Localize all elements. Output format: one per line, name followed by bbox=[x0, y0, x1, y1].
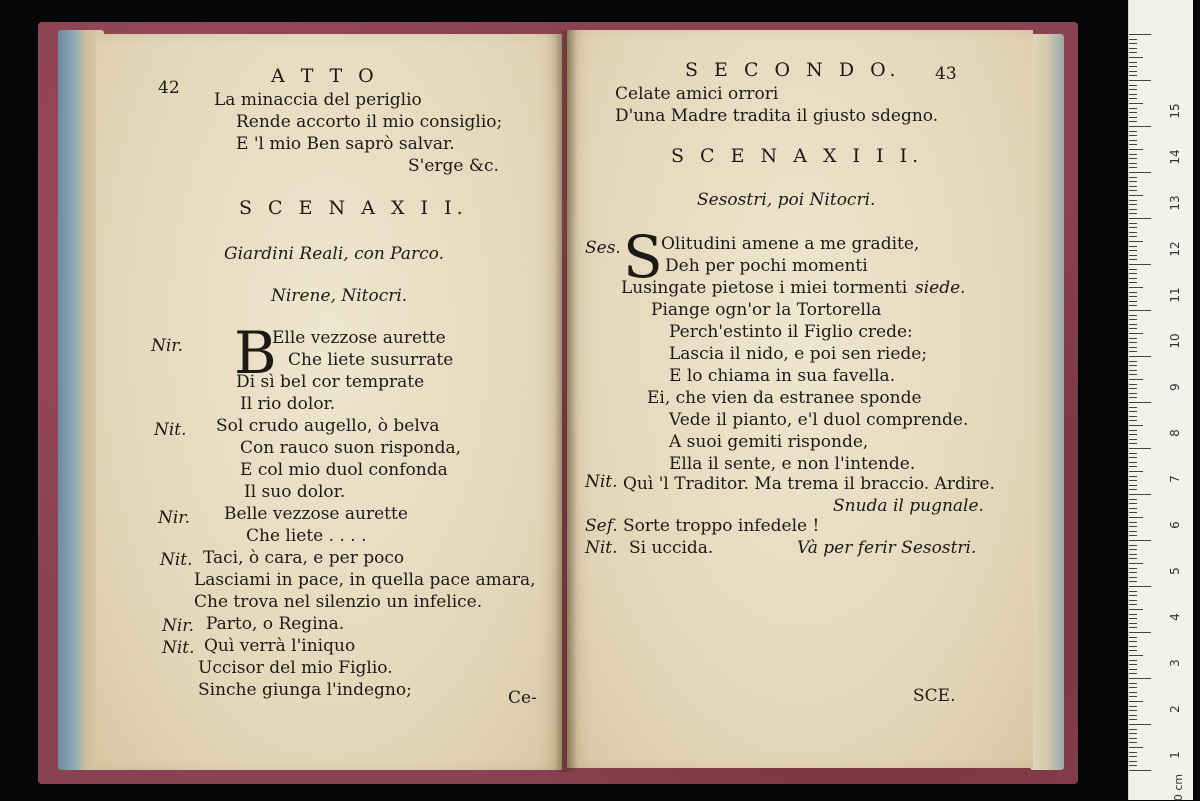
dialogue-line: Parto, o Regina. bbox=[206, 614, 345, 634]
ruler-tick bbox=[1129, 264, 1151, 265]
dialogue-line: Con rauco suon risponda, bbox=[240, 438, 461, 458]
ruler-tick bbox=[1129, 167, 1137, 168]
ruler-tick bbox=[1129, 319, 1137, 320]
ruler-tick bbox=[1129, 186, 1137, 187]
dialogue-line: Sorte troppo infedele ! bbox=[623, 516, 820, 536]
ruler-tick bbox=[1129, 425, 1143, 426]
ruler-tick bbox=[1129, 568, 1137, 569]
speaker-label: Nit. bbox=[162, 638, 195, 658]
ruler-tick bbox=[1129, 374, 1137, 375]
ruler-tick bbox=[1129, 269, 1137, 270]
verse-line: La minaccia del periglio bbox=[214, 90, 422, 110]
speaker-label: Ses. bbox=[585, 238, 621, 258]
catchword: Ce- bbox=[508, 688, 537, 708]
ruler-tick bbox=[1129, 586, 1151, 587]
ruler-tick bbox=[1129, 595, 1137, 596]
ruler-tick bbox=[1129, 577, 1137, 578]
ruler-tick bbox=[1129, 485, 1137, 486]
verse-line: Rende accorto il mio consiglio; bbox=[236, 112, 503, 132]
ruler-tick bbox=[1129, 489, 1137, 490]
ruler-tick bbox=[1129, 770, 1151, 771]
ruler-tick bbox=[1129, 190, 1137, 191]
ruler-tick bbox=[1129, 163, 1137, 164]
ruler-tick bbox=[1129, 282, 1137, 283]
ruler-tick bbox=[1129, 453, 1137, 454]
ruler-tick bbox=[1129, 512, 1137, 513]
ruler-tick bbox=[1129, 609, 1143, 610]
ruler-tick bbox=[1129, 526, 1137, 527]
ruler-tick bbox=[1129, 499, 1137, 500]
ruler-tick bbox=[1129, 719, 1137, 720]
ruler-tick bbox=[1129, 742, 1137, 743]
ruler-tick bbox=[1129, 361, 1137, 362]
ruler-tick bbox=[1129, 384, 1137, 385]
ruler-tick bbox=[1129, 324, 1137, 325]
ruler-tick bbox=[1129, 581, 1137, 582]
dialogue-line: E col mio duol confonda bbox=[240, 460, 448, 480]
stage-direction: Và per ferir Sesostri. bbox=[797, 538, 977, 558]
ruler-tick bbox=[1129, 273, 1137, 274]
ruler-tick bbox=[1129, 223, 1137, 224]
ruler-tick bbox=[1129, 724, 1151, 725]
speaker-label: Nit. bbox=[585, 538, 618, 558]
ruler-tick bbox=[1129, 250, 1137, 251]
verse-line: D'una Madre tradita il giusto sdegno. bbox=[615, 106, 939, 126]
ruler-number: 11 bbox=[1168, 287, 1182, 303]
dialogue-line: Sol crudo augello, ò belva bbox=[216, 416, 440, 436]
ruler-tick bbox=[1129, 48, 1137, 49]
ruler-number: 4 bbox=[1168, 613, 1182, 621]
ruler-number: 1 bbox=[1168, 751, 1182, 759]
ruler-tick bbox=[1129, 154, 1137, 155]
ruler-number: 5 bbox=[1168, 567, 1182, 575]
ruler-tick bbox=[1129, 259, 1137, 260]
ruler-tick bbox=[1129, 52, 1137, 53]
ruler-tick bbox=[1129, 209, 1137, 210]
left-page bbox=[96, 34, 562, 770]
page-number: 42 bbox=[158, 78, 180, 98]
dialogue-line: Lusingate pietose i miei tormenti bbox=[621, 278, 908, 298]
dialogue-line: Ei, che vien da estranee sponde bbox=[647, 388, 922, 408]
dialogue-line: Vede il pianto, e'l duol comprende. bbox=[669, 410, 969, 430]
ruler-tick bbox=[1129, 558, 1137, 559]
ruler-tick bbox=[1129, 448, 1151, 449]
ruler-number: 12 bbox=[1168, 241, 1182, 257]
ruler-tick bbox=[1129, 213, 1137, 214]
dialogue-line: Belle vezzose aurette bbox=[224, 504, 408, 524]
ruler-tick bbox=[1129, 531, 1137, 532]
ruler-tick bbox=[1129, 236, 1137, 237]
stage-direction: siede. bbox=[915, 278, 966, 298]
ruler-tick bbox=[1129, 632, 1151, 633]
ruler-tick bbox=[1129, 370, 1137, 371]
ruler-tick bbox=[1129, 439, 1137, 440]
ruler-tick bbox=[1129, 692, 1137, 693]
ruler-tick bbox=[1129, 89, 1137, 90]
ruler-tick bbox=[1129, 572, 1137, 573]
ruler-tick bbox=[1129, 296, 1137, 297]
drop-cap: B bbox=[234, 319, 277, 387]
ruler-tick bbox=[1129, 402, 1151, 403]
ruler-tick bbox=[1129, 733, 1137, 734]
ruler-tick bbox=[1129, 678, 1151, 679]
ruler-number: 7 bbox=[1168, 475, 1182, 483]
dialogue-line: E lo chiama in sua favella. bbox=[669, 366, 896, 386]
scene-title: S C E N A X I I. bbox=[239, 197, 468, 219]
ruler-tick bbox=[1129, 301, 1137, 302]
ruler-tick bbox=[1129, 103, 1143, 104]
right-page bbox=[567, 30, 1033, 768]
ruler-tick bbox=[1129, 462, 1137, 463]
ruler-tick bbox=[1129, 752, 1137, 753]
ruler-tick bbox=[1129, 181, 1137, 182]
stage-direction: S'erge &c. bbox=[408, 156, 499, 176]
ruler-tick bbox=[1129, 66, 1137, 67]
ruler-tick bbox=[1129, 342, 1137, 343]
ruler-tick bbox=[1129, 420, 1137, 421]
ruler-tick bbox=[1129, 434, 1137, 435]
drop-cap: S bbox=[623, 223, 663, 291]
ruler-tick bbox=[1129, 94, 1137, 95]
dialogue-line: Si uccida. bbox=[629, 538, 714, 558]
ruler-tick bbox=[1129, 756, 1137, 757]
speaker-label: Nir. bbox=[158, 508, 190, 528]
ruler-tick bbox=[1129, 144, 1137, 145]
scene-title: S C E N A X I I I. bbox=[671, 145, 924, 167]
ruler-tick bbox=[1129, 356, 1151, 357]
ruler-tick bbox=[1129, 637, 1137, 638]
ruler-tick bbox=[1129, 218, 1151, 219]
ruler-tick bbox=[1129, 669, 1137, 670]
measurement-ruler bbox=[1128, 0, 1193, 800]
ruler-tick bbox=[1129, 430, 1137, 431]
ruler-tick bbox=[1129, 112, 1137, 113]
ruler-tick bbox=[1129, 508, 1137, 509]
ruler-tick bbox=[1129, 310, 1151, 311]
ruler-tick bbox=[1129, 388, 1137, 389]
dialogue-line: Sinche giunga l'indegno; bbox=[198, 680, 412, 700]
dialogue-line: Quì verrà l'iniquo bbox=[204, 636, 356, 656]
ruler-tick bbox=[1129, 131, 1137, 132]
ruler-number: 10 bbox=[1168, 333, 1182, 349]
ruler-number: 13 bbox=[1168, 195, 1182, 211]
ruler-tick bbox=[1129, 292, 1137, 293]
speaker-label: Nir. bbox=[162, 616, 194, 636]
dialogue-line: Lascia il nido, e poi sen riede; bbox=[669, 344, 928, 364]
ruler-number: 9 bbox=[1168, 383, 1182, 391]
ruler-tick bbox=[1129, 517, 1143, 518]
ruler-tick bbox=[1129, 246, 1137, 247]
ruler-tick bbox=[1129, 604, 1137, 605]
ruler-tick bbox=[1129, 39, 1137, 40]
ruler-tick bbox=[1129, 614, 1137, 615]
ruler-tick bbox=[1129, 503, 1137, 504]
ruler-tick bbox=[1129, 683, 1137, 684]
ruler-tick bbox=[1129, 140, 1137, 141]
dialogue-line: Il suo dolor. bbox=[244, 482, 346, 502]
ruler-number: 3 bbox=[1168, 659, 1182, 667]
ruler-number: 15 bbox=[1168, 103, 1182, 119]
ruler-tick bbox=[1129, 255, 1137, 256]
ruler-tick bbox=[1129, 549, 1137, 550]
ruler-tick bbox=[1129, 305, 1137, 306]
ruler-tick bbox=[1129, 85, 1137, 86]
ruler-tick bbox=[1129, 204, 1137, 205]
running-head: S E C O N D O. bbox=[685, 59, 901, 81]
ruler-tick bbox=[1129, 75, 1137, 76]
ruler-tick bbox=[1129, 158, 1137, 159]
right-page-edges bbox=[1030, 34, 1064, 770]
ruler-tick bbox=[1129, 650, 1137, 651]
ruler-tick bbox=[1129, 696, 1137, 697]
ruler-tick bbox=[1129, 135, 1137, 136]
ruler-tick bbox=[1129, 71, 1137, 72]
ruler-tick bbox=[1129, 241, 1143, 242]
ruler-tick bbox=[1129, 177, 1137, 178]
ruler-tick bbox=[1129, 563, 1143, 564]
ruler-tick bbox=[1129, 761, 1137, 762]
ruler-tick bbox=[1129, 315, 1137, 316]
ruler-tick bbox=[1129, 351, 1137, 352]
ruler-tick bbox=[1129, 655, 1143, 656]
dialogue-line: A suoi gemiti risponde, bbox=[669, 432, 869, 452]
ruler-tick bbox=[1129, 287, 1143, 288]
scene-characters: Sesostri, poi Nitocri. bbox=[697, 190, 876, 210]
dialogue-line: Olitudini amene a me gradite, bbox=[661, 234, 920, 254]
ruler-tick bbox=[1129, 126, 1151, 127]
scene-characters: Nirene, Nitocri. bbox=[271, 286, 408, 306]
ruler-tick bbox=[1129, 98, 1137, 99]
page-number: 43 bbox=[935, 64, 957, 84]
ruler-unit-label: 0 cm bbox=[1172, 773, 1186, 801]
ruler-tick bbox=[1129, 701, 1143, 702]
ruler-tick bbox=[1129, 660, 1137, 661]
ruler-tick bbox=[1129, 545, 1137, 546]
running-head: A T T O bbox=[271, 65, 379, 87]
ruler-tick bbox=[1129, 34, 1151, 35]
verse-line: E 'l mio Ben saprò salvar. bbox=[236, 134, 455, 154]
dialogue-line: Che trova nel silenzio un infelice. bbox=[194, 592, 483, 612]
ruler-tick bbox=[1129, 195, 1143, 196]
dialogue-line: Uccisor del mio Figlio. bbox=[198, 658, 393, 678]
ruler-tick bbox=[1129, 172, 1151, 173]
ruler-tick bbox=[1129, 738, 1137, 739]
ruler-tick bbox=[1129, 646, 1137, 647]
ruler-number: 14 bbox=[1168, 149, 1182, 165]
ruler-tick bbox=[1129, 623, 1137, 624]
speaker-label: Nit. bbox=[160, 550, 193, 570]
ruler-number: 8 bbox=[1168, 429, 1182, 437]
ruler-tick bbox=[1129, 411, 1137, 412]
ruler-tick bbox=[1129, 554, 1137, 555]
ruler-tick bbox=[1129, 765, 1137, 766]
speaker-label: Nir. bbox=[151, 336, 183, 356]
dialogue-line: Quì 'l Traditor. Ma trema il braccio. Ardire. bbox=[623, 474, 995, 494]
dialogue-line: Il rio dolor. bbox=[240, 394, 336, 414]
dialogue-line: Che liete . . . . bbox=[246, 526, 367, 546]
dialogue-line: Perch'estinto il Figlio crede: bbox=[669, 322, 913, 342]
catchword: SCE. bbox=[913, 686, 956, 706]
ruler-tick bbox=[1129, 471, 1143, 472]
dialogue-line: Elle vezzose aurette bbox=[272, 328, 446, 348]
ruler-tick bbox=[1129, 416, 1137, 417]
ruler-tick bbox=[1129, 729, 1137, 730]
book-gutter bbox=[555, 30, 577, 772]
dialogue-line: Lasciami in pace, in quella pace amara, bbox=[194, 570, 536, 590]
ruler-tick bbox=[1129, 80, 1151, 81]
ruler-tick bbox=[1129, 476, 1137, 477]
ruler-tick bbox=[1129, 397, 1137, 398]
ruler-number: 6 bbox=[1168, 521, 1182, 529]
ruler-tick bbox=[1129, 687, 1137, 688]
ruler-tick bbox=[1129, 641, 1137, 642]
ruler-tick bbox=[1129, 664, 1137, 665]
ruler-tick bbox=[1129, 710, 1137, 711]
ruler-tick bbox=[1129, 43, 1137, 44]
ruler-number: 2 bbox=[1168, 705, 1182, 713]
dialogue-line: Taci, ò cara, e per poco bbox=[203, 548, 405, 568]
ruler-tick bbox=[1129, 379, 1143, 380]
ruler-tick bbox=[1129, 227, 1137, 228]
dialogue-line: Ella il sente, e non l'intende. bbox=[669, 454, 916, 474]
ruler-tick bbox=[1129, 333, 1143, 334]
ruler-tick bbox=[1129, 108, 1137, 109]
ruler-tick bbox=[1129, 466, 1137, 467]
ruler-tick bbox=[1129, 494, 1151, 495]
ruler-tick bbox=[1129, 535, 1137, 536]
scene-setting: Giardini Reali, con Parco. bbox=[224, 244, 444, 264]
dialogue-line: Deh per pochi momenti bbox=[665, 256, 868, 276]
ruler-tick bbox=[1129, 117, 1137, 118]
ruler-tick bbox=[1129, 365, 1137, 366]
ruler-tick bbox=[1129, 121, 1137, 122]
stage-direction: Snuda il pugnale. bbox=[833, 496, 984, 516]
ruler-tick bbox=[1129, 62, 1137, 63]
ruler-tick bbox=[1129, 347, 1137, 348]
ruler-tick bbox=[1129, 715, 1137, 716]
ruler-tick bbox=[1129, 338, 1137, 339]
ruler-tick bbox=[1129, 522, 1137, 523]
ruler-tick bbox=[1129, 443, 1137, 444]
ruler-tick bbox=[1129, 627, 1137, 628]
ruler-tick bbox=[1129, 673, 1137, 674]
ruler-tick bbox=[1129, 278, 1137, 279]
verse-line: Celate amici orrori bbox=[615, 84, 779, 104]
dialogue-line: Piange ogn'or la Tortorella bbox=[651, 300, 882, 320]
speaker-label: Nit. bbox=[154, 420, 187, 440]
ruler-tick bbox=[1129, 600, 1137, 601]
ruler-tick bbox=[1129, 407, 1137, 408]
ruler-tick bbox=[1129, 540, 1151, 541]
ruler-tick bbox=[1129, 706, 1137, 707]
ruler-tick bbox=[1129, 232, 1137, 233]
ruler-tick bbox=[1129, 747, 1143, 748]
ruler-tick bbox=[1129, 393, 1137, 394]
ruler-tick bbox=[1129, 457, 1137, 458]
ruler-tick bbox=[1129, 200, 1137, 201]
ruler-tick bbox=[1129, 480, 1137, 481]
dialogue-line: Di sì bel cor temprate bbox=[236, 372, 425, 392]
speaker-label: Nit. bbox=[585, 472, 618, 492]
ruler-tick bbox=[1129, 618, 1137, 619]
ruler-tick bbox=[1129, 149, 1143, 150]
speaker-label: Sef. bbox=[585, 516, 618, 536]
ruler-tick bbox=[1129, 57, 1143, 58]
dialogue-line: Che liete susurrate bbox=[288, 350, 454, 370]
ruler-tick bbox=[1129, 328, 1137, 329]
ruler-tick bbox=[1129, 591, 1137, 592]
